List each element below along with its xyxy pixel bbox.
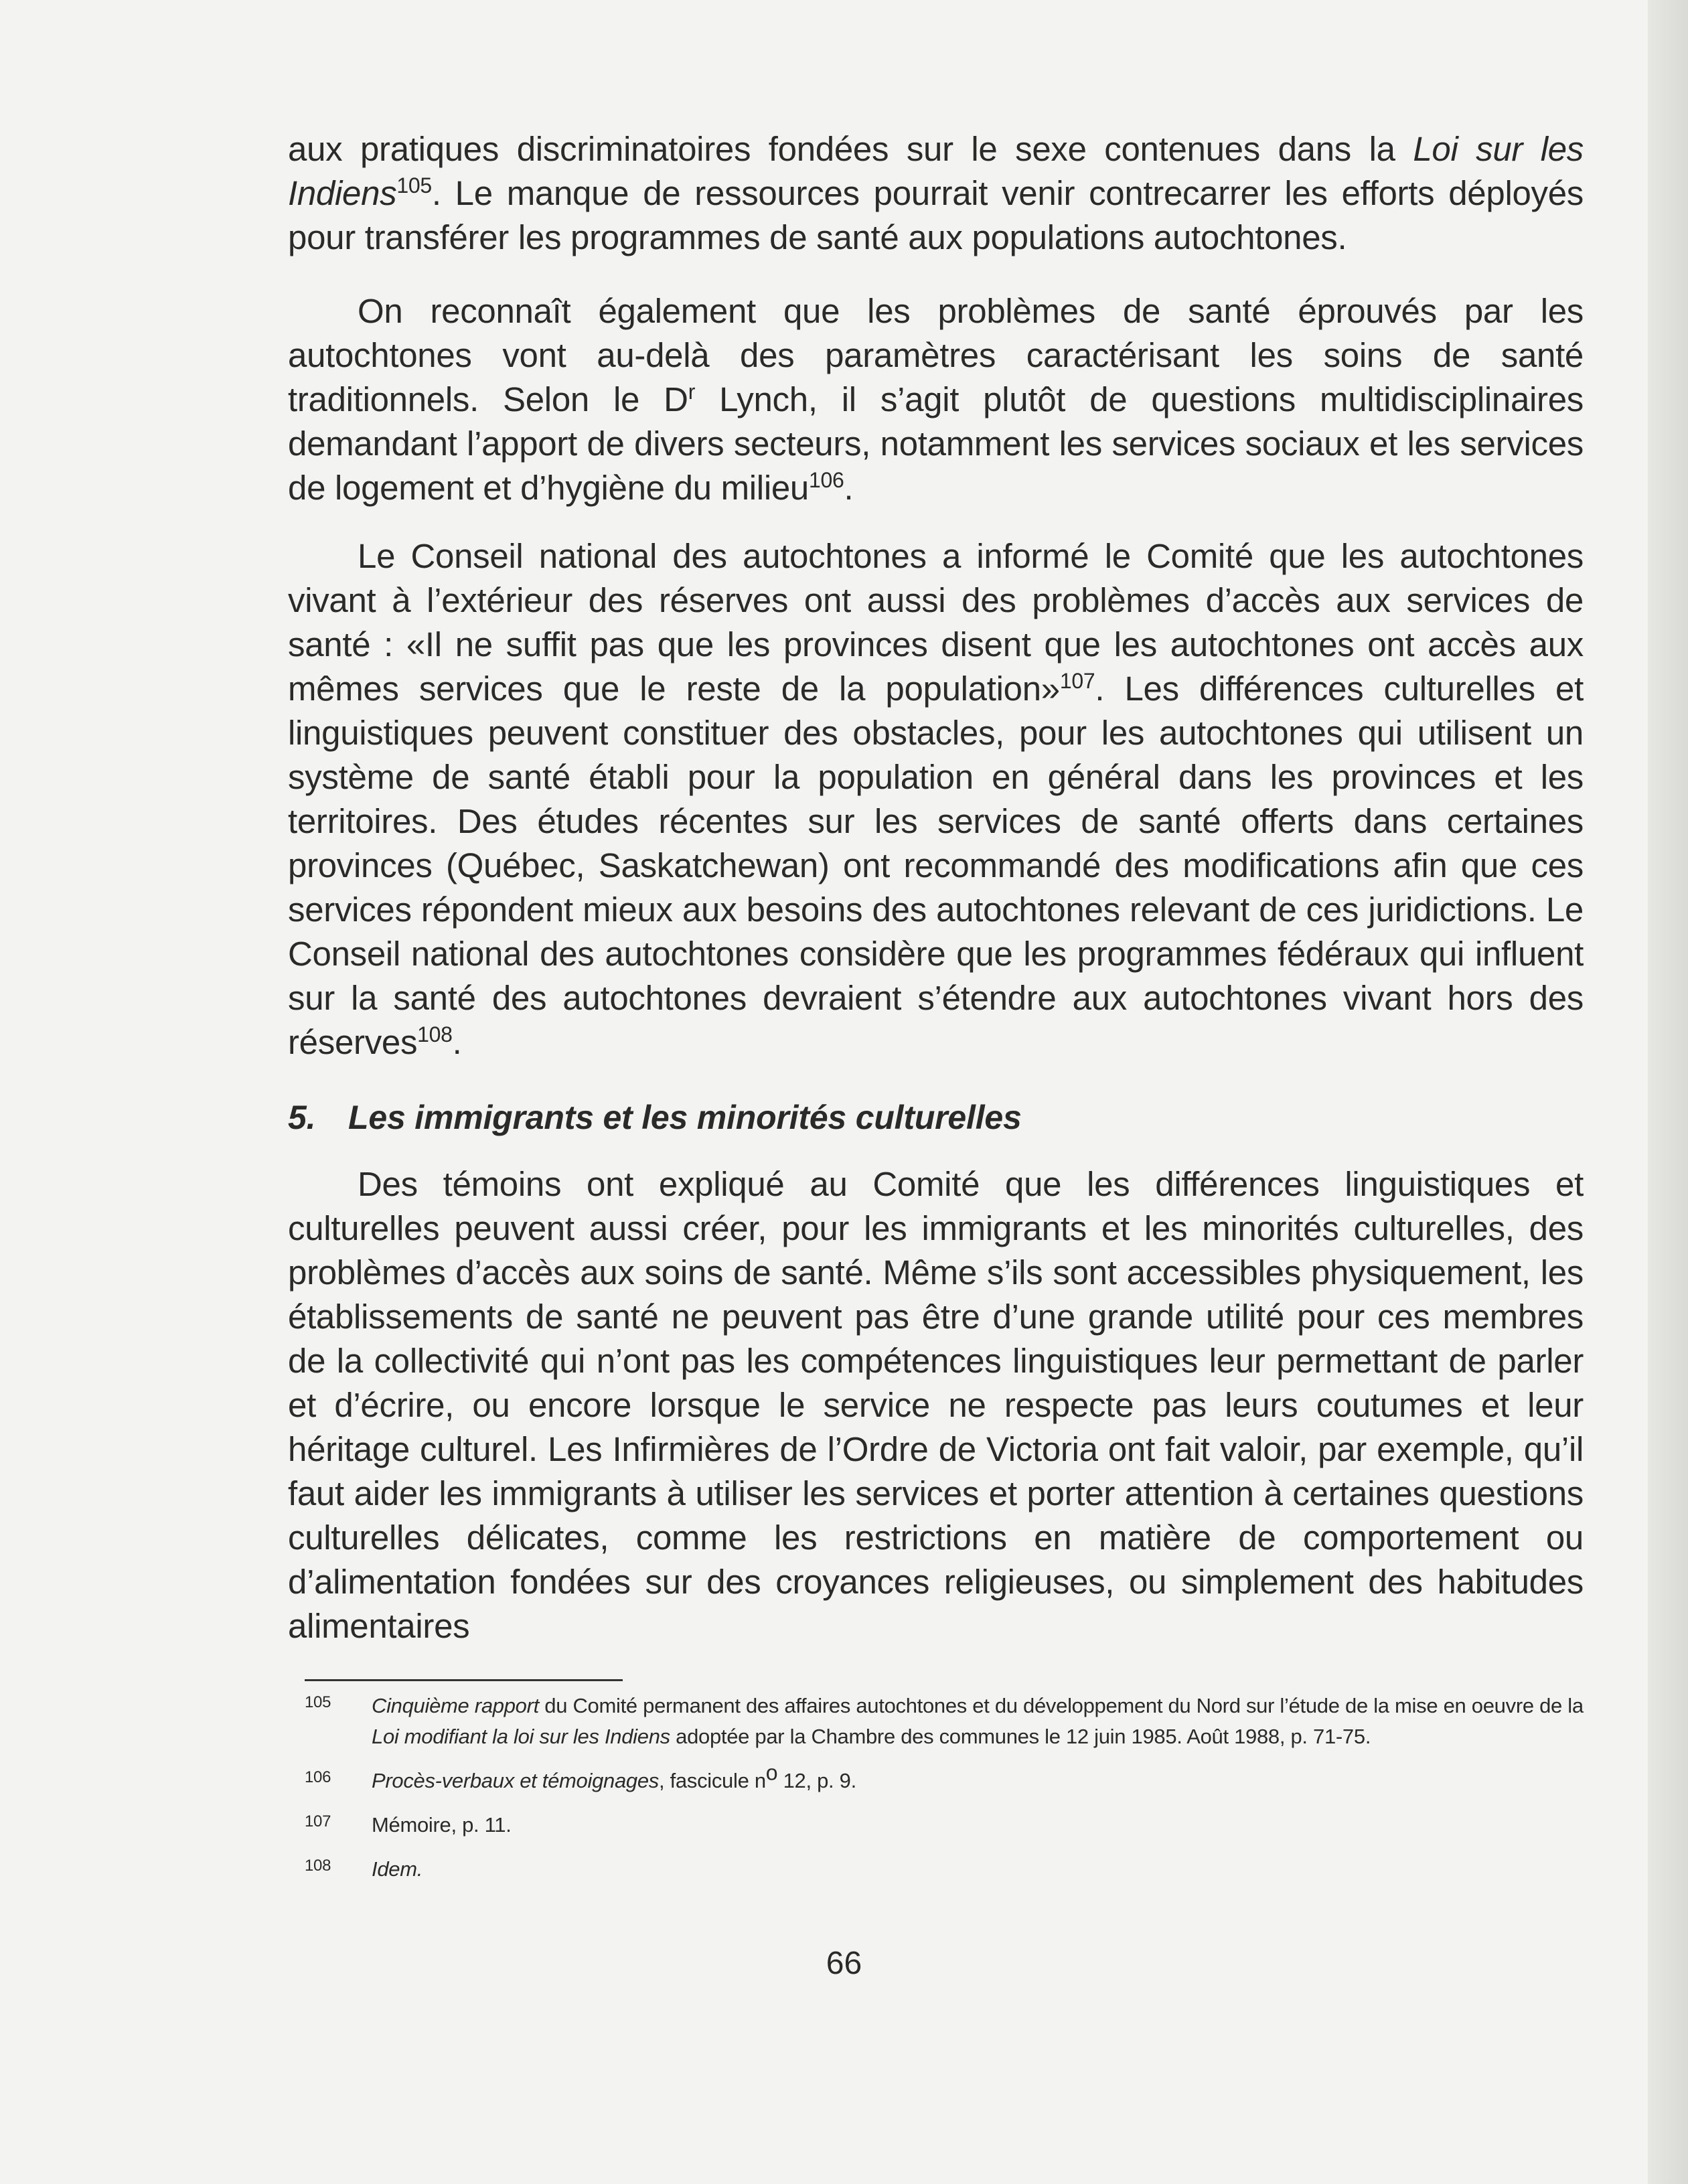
footnote-108	[305, 1854, 1584, 1885]
footnotes	[305, 1691, 1584, 1898]
footnote-number: 107	[305, 1812, 331, 1830]
text-run: . Les différences culturelles et linguistiques peuvent constituer des obstacles, pour les autochtones qui utilisent un système de santé établi pour la population en général dans les provinces et les territoires. Des études récentes sur les services de santé offerts dans certaines provinces (Québec, Saskatchewan) ont recommandé des modifications afin que ces services répondent mieux aux besoins des autochtones relevant de ces juridictions. Le Conseil national des autochtones considère que les programmes fédéraux qui influent sur la santé des autochtones devraient s’étendre aux autochtones vivant hors des réserves	[288, 670, 1584, 1061]
footnote-text	[372, 1691, 1584, 1752]
superscript: 105	[396, 173, 432, 198]
superscript: 108	[417, 1022, 453, 1046]
section-heading	[288, 1095, 1584, 1140]
text-run: Cinquième rapport	[372, 1694, 539, 1717]
footnote-number: 108	[305, 1857, 331, 1875]
paragraph-1	[288, 127, 1584, 260]
footnote-text	[372, 1854, 1584, 1885]
text-run: Le Conseil national des autochtones a informé le Comité que les autochtones vivant à l’extérieur des réserves ont aussi des problèmes d’accès aux services de santé : «Il ne suffit pas que les provinces disent que les autochtones ont accès aux mêmes services que le reste de la population»	[288, 537, 1584, 708]
text-run: Lynch, il s’agit plutôt de questions multidisciplinaires demandant l’apport de divers secteurs, notamment les services sociaux et les services de logement et d’hygiène du milieu	[288, 380, 1584, 507]
footnote-divider	[305, 1679, 623, 1681]
page-number: 66	[826, 1946, 862, 1981]
superscript: 106	[809, 468, 844, 492]
footnote-text	[372, 1760, 1584, 1796]
text-run: Des témoins ont expliqué au Comité que les différences linguistiques et culturelles peuvent aussi créer, pour les immigrants et les minorités culturelles, des problèmes d’accès aux soins de santé. Même s’ils sont accessibles physiquement, les établissements de santé ne peuvent pas être d’une grande utilité pour ces membres de la collectivité qui n’ont pas les compétences linguistiques leur permettant de parler et d’écrire, ou encore lorsque le service ne respecte pas leurs coutumes et leur héritage culturel. Les Infirmières de l’Ordre de Victoria ont fait valoir, par exemple, qu’il faut aider les immigrants à utiliser les services et porter attention à certaines questions culturelles délicates, comme les restrictions en matière de comportement ou d’alimentation fondées sur des croyances religieuses, ou simplement des habitudes alimentaires	[288, 1165, 1584, 1645]
text-run: Loi modifiant la loi sur les Indiens	[372, 1725, 670, 1748]
text-run: du Comité permanent des affaires autochtones et du développement du Nord sur l’étude de la mise en oeuvre de la	[538, 1694, 1584, 1717]
page-edge	[1648, 0, 1688, 2184]
text-run: Procès-verbaux et témoignages	[372, 1769, 659, 1792]
text-run: , fascicule n	[658, 1769, 766, 1792]
text-run: adoptée par la Chambre des communes le 12 juin 1985. Août 1988, p. 71-75.	[670, 1725, 1371, 1748]
text-run: aux pratiques discriminatoires fondées sur le sexe contenues dans la	[288, 130, 1413, 168]
superscript: o	[765, 1760, 778, 1785]
text-run: .	[452, 1023, 462, 1061]
footnote-107	[305, 1810, 1584, 1841]
paragraph-2	[288, 289, 1584, 510]
text-run: 12, p. 9.	[777, 1769, 856, 1792]
text-run: Idem.	[372, 1857, 423, 1881]
footnote-number: 106	[305, 1768, 331, 1786]
footnote-105	[305, 1691, 1584, 1752]
superscript: 107	[1059, 669, 1095, 693]
footnote-number: 105	[305, 1693, 331, 1711]
footnote-106	[305, 1760, 1584, 1796]
text-run: . Le manque de ressources pourrait venir contrecarrer les efforts déployés pour transférer les programmes de santé aux populations autochtones.	[288, 174, 1584, 256]
paragraph-3	[288, 534, 1584, 1065]
footnote-text	[372, 1810, 1584, 1841]
section-title: Les immigrants et les minorités culturelles	[348, 1099, 1022, 1136]
text-run: Loi sur les Indiens	[288, 130, 1584, 212]
text-run: On reconnaît également que les problèmes de santé éprouvés par les autochtones vont au-delà des paramètres caractérisant les soins de santé traditionnels. Selon le D	[288, 292, 1584, 418]
section-number: 5.	[288, 1099, 316, 1136]
page-body	[288, 127, 1584, 1648]
superscript: r	[688, 380, 696, 404]
paragraph-4	[288, 1162, 1584, 1648]
text-run: Mémoire, p. 11.	[372, 1813, 512, 1837]
text-run: .	[844, 469, 854, 507]
